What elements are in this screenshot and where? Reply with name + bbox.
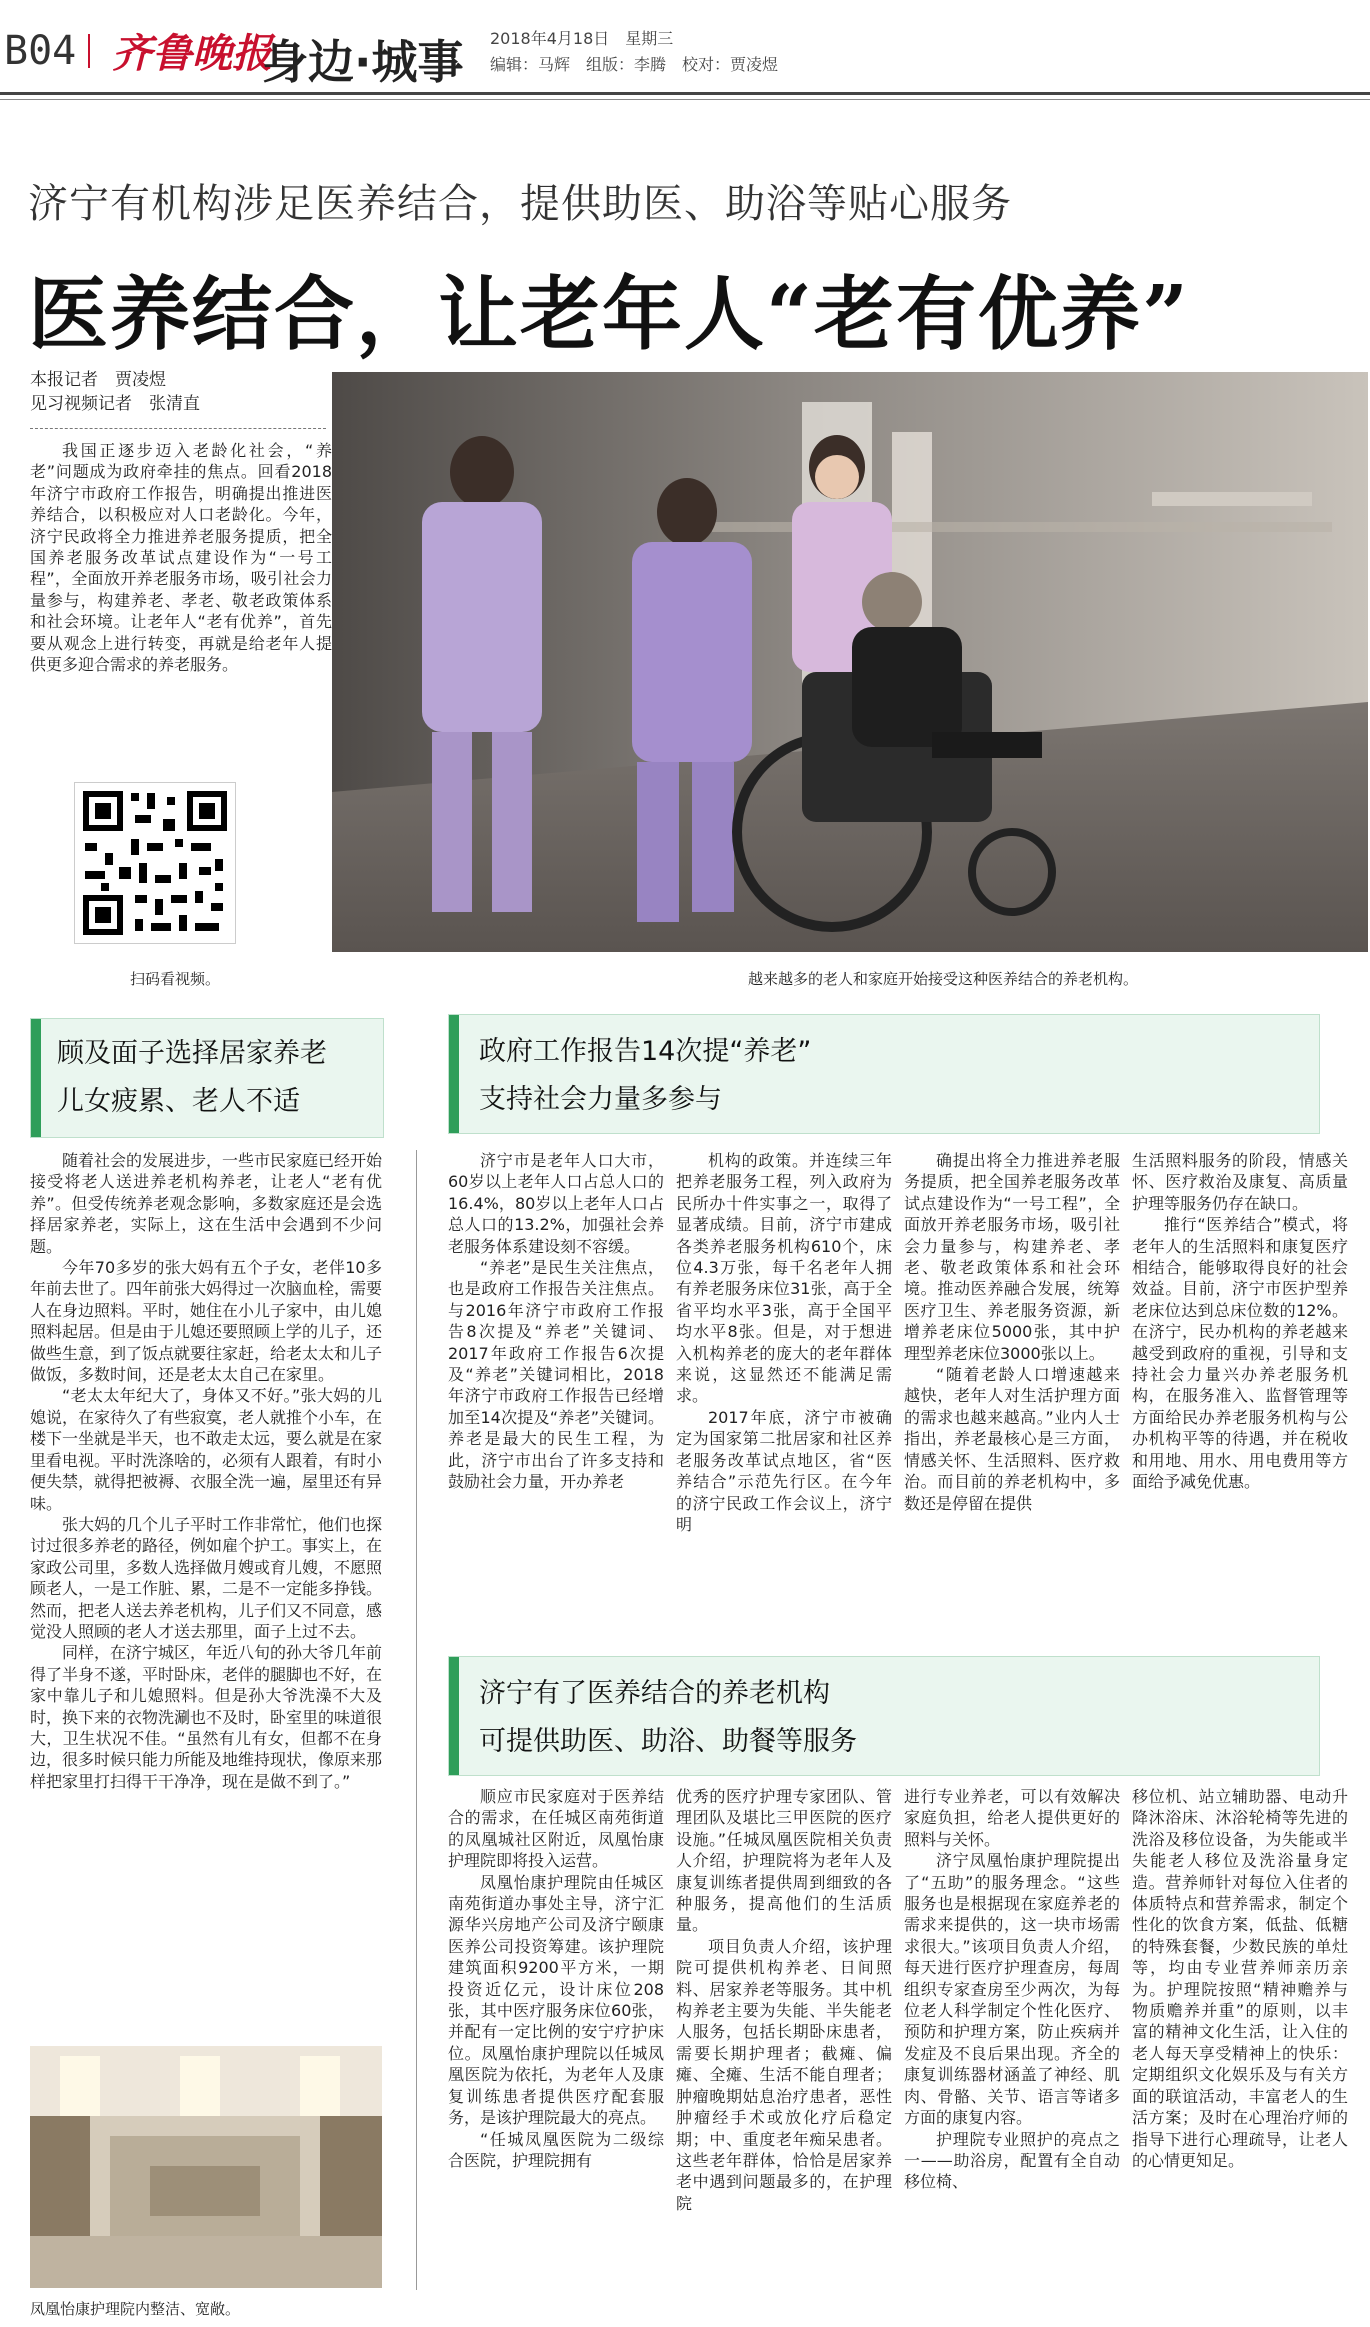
kicker-3-line-2: 可提供助医、助浴、助餐等服务: [479, 1726, 857, 1757]
kicker-1-line-1: 顾及面子选择居家养老: [57, 1038, 327, 1069]
facility-paragraph: 项目负责人介绍，该护理院可提供机构养老、日间照料、居家养老等服务。其中机构养老主要为失能、半失能老人服务，包括长期卧床患者，需要长期护理者；截瘫、偏瘫、全瘫、生活不能自理者；肿瘤晚期姑息治疗患者，恶性肿瘤经手术或放化疗后稳定期；中、重度老年痴呆患者。这些老年群体，恰恰是居家养老中遇到问题最多的，在护理院: [676, 1936, 892, 2213]
facility-paragraph: “任城凤凰医院为二级综合医院，护理院拥有: [448, 2129, 664, 2170]
facility-column-2: [676, 1786, 892, 2316]
facility-paragraph: 移位机、站立辅助器、电动升降沐浴床、沐浴轮椅等先进的洗浴及移位设备，为失能或半失能老人移位及洗浴量身定造。营养师针对每位入住者的体质特点和营养需求，制定个性化的饮食方案，低盐、低糖的特殊套餐，少数民族的单灶等，均由专业营养师亲历亲为。护理院按照“精神赡养与物质赡养并重”的原则，以丰富的精神文化生活，让入住的老人每天享受精神上的快乐：定期组织文化娱乐及与有关方面的联谊活动，丰富老人的生活方案；及时在心理治疗师的指导下进行心理疏导，让老人的心情更知足。: [1132, 1787, 1348, 2170]
gov-paragraph: 生活照料服务的阶段，情感关怀、医疗救治及康复、高质量护理等服务仍存在缺口。: [1132, 1151, 1348, 1213]
kicker-box-3: [448, 1656, 1320, 1776]
kicker-3-line-1: 济宁有了医养结合的养老机构: [479, 1678, 830, 1709]
nursing-home-photo: [30, 2046, 382, 2288]
byline: [30, 368, 200, 416]
main-photo-illustration: [332, 372, 1368, 952]
masthead-rule: [0, 92, 1370, 95]
facility-paragraph: 优秀的医疗护理专家团队、管理团队及堪比三甲医院的医疗设施。”任城凤凰医院相关负责人介绍，护理院将为老年人及康复训练者提供周到细致的各种服务，提高他们的生活质量。: [676, 1787, 892, 1935]
kicker-box-2: [448, 1014, 1320, 1134]
gov-column-3: [904, 1150, 1120, 1646]
facility-column-4: [1132, 1786, 1348, 2316]
masthead-thin-rule: [0, 99, 1370, 100]
left-paragraph: 随着社会的发展进步，一些市民家庭已经开始接受将老人送进养老机构养老，让老人“老有优养”。但受传统养老观念影响，多数家庭还是会选择居家养老，实际上，这在生活中会遇到不少问题。: [30, 1151, 382, 1256]
left-paragraph: 同样，在济宁城区，年近八旬的孙大爷几年前得了半身不遂，平时卧床，老伴的腿脚也不好，在家中靠儿子和儿媳照料。但是孙大爷洗澡不大及时，换下来的衣物洗涮也不及时，卧室里的味道很大，卫生状况不佳。“虽然有儿有女，但都不在身边，很多时候只能力所能及地维持现状，像原来那样把家里打扫得干干净净，现在是做不到了。”: [30, 1643, 382, 1791]
gov-paragraph: 济宁市是老年人口大市，60岁以上老年人口占总人口的16.4%，80岁以上老年人口占总人口的13.2%，加强社会养老服务体系建设刻不容缓。: [448, 1151, 664, 1256]
article-subhead: 济宁有机构涉足医养结合，提供助医、助浴等贴心服务: [28, 181, 1012, 227]
column-divider-left: [416, 1150, 417, 2290]
issue-date: 2018年4月18日 星期三: [490, 29, 674, 48]
facility-paragraph: 护理院专业照护的亮点之一——助浴房，配置有全自动移位椅、: [904, 2129, 1120, 2192]
dateline: [490, 26, 778, 78]
qr-code[interactable]: [74, 782, 236, 944]
kicker-1-line-2: 儿女疲累、老人不适: [57, 1086, 300, 1117]
byline-reporter: 本报记者 贾凌煜: [30, 370, 166, 390]
kicker-2-accent-bar: [449, 1015, 459, 1133]
nursing-home-photo-caption: 凤凰怡康护理院内整洁、宽敞。: [30, 2300, 241, 2318]
left-column: [30, 1150, 382, 2030]
facility-paragraph: 济宁凤凰怡康护理院提出了“五助”的服务理念。“这些服务也是根据现在家庭养老的需求来提供的，这一块市场需求很大。”该项目负责人介绍，每天进行医疗护理查房，每周组织专家查房至少两次，为每位老人科学制定个性化医疗、预防和护理方案，防止疾病并发症及不良后果出现。齐全的康复训练器材涵盖了神经、肌肉、骨骼、关节、语言等诸多方面的康复内容。: [904, 1851, 1120, 2128]
section-title: 身边·城事: [262, 35, 464, 89]
gov-paragraph: 确提出将全力推进养老服务提质，把全国养老服务改革试点建设作为“一号工程”，全面放开养老服务市场，吸引社会力量参与，构建养老、孝老、敬老政策体系和社会环境。推动医养融合发展，统筹医疗卫生、养老服务资源，新增养老床位5000张，其中护理型养老床位3000张以上。: [904, 1151, 1120, 1363]
kicker-box-1: [30, 1018, 384, 1138]
byline-video-reporter: 见习视频记者 张清直: [30, 394, 200, 414]
byline-separator: [30, 428, 326, 429]
gov-paragraph: 机构的政策。并连续三年把养老服务工程，列入政府为民所办十件实事之一，取得了显著成绩。目前，济宁市建成各类养老服务机构610个，床位4.3万张，每千名老年人拥有养老服务床位31张，高于全省平均水平3张，高于全国平均水平8张。但是，对于想进入机构养老的庞大的老年群体来说，这显然还不能满足需求。: [676, 1151, 892, 1406]
facility-column-3: [904, 1786, 1120, 2316]
main-photo-caption: 越来越多的老人和家庭开始接受这种医养结合的养老机构。: [748, 970, 1139, 988]
gov-paragraph: 2017年底，济宁市被确定为国家第二批居家和社区养老服务改革试点地区，省“医养结合”示范先行区。在今年的济宁民政工作会议上，济宁明: [676, 1407, 892, 1534]
editors-credit: 编辑：马辉 组版：李腾 校对：贾凌煜: [490, 55, 779, 74]
left-paragraph: 今年70多岁的张大妈有五个子女，老伴10多年前去世了。四年前张大妈得过一次脑血栓，需要人在身边照料。平时，她住在小儿子家中，由儿媳照料起居。但是由于儿媳还要照顾上学的儿子，还做些生意，到了饭点就要往家赶，给老太太和儿子做饭，多数时间，还是老太太自己在家里。: [30, 1258, 382, 1385]
gov-paragraph: “养老”是民生关注焦点，也是政府工作报告关注焦点。与2016年济宁市政府工作报告8次提及“养老”关键词、2017年政府工作报告6次提及“养老”关键词相比，2018年济宁市政府工作报告已经增加至14次提及“养老”关键词。养老是最大的民生工程，为此，济宁市出台了许多支持和鼓励社会力量，开办养老: [448, 1258, 664, 1492]
masthead-divider: [88, 34, 90, 68]
facility-paragraph: 进行专业养老，可以有效解决家庭负担，给老人提供更好的照料与关怀。: [904, 1787, 1120, 1849]
main-photo: [332, 372, 1368, 952]
left-paragraph: 张大妈的几个儿子平时工作非常忙，他们也探讨过很多养老的路径，例如雇个护工。事实上，在家政公司里，多数人选择做月嫂或育儿嫂，不愿照顾老人，一是工作脏、累，二是不一定能多挣钱。然而，把老人送去养老机构，儿子们又不同意，感觉没人照顾的老人才送去那里，面子上过不去。: [30, 1514, 382, 1641]
left-paragraph: “老太太年纪大了，身体又不好。”张大妈的儿媳说，在家待久了有些寂寞，老人就推个小车，在楼下一坐就是半天，也不敢走太远，要么就是在家里看电视。平时洗涤啥的，必须有人跟着，有时小便失禁，就得把被褥、衣服全洗一遍，屋里还有异味。: [30, 1386, 382, 1513]
kicker-2-line-1: 政府工作报告14次提“养老”: [479, 1036, 812, 1067]
facility-paragraph: 凤凰怡康护理院由任城区南苑街道办事处主导，济宁汇源华兴房地产公司及济宁颐康医养公司投资筹建。该护理院建筑面积9200平方米，一期投资近亿元，设计床位208张，其中医疗服务床位60张，并配有一定比例的安宁疗护床位。凤凰怡康护理院以任城凤凰医院为依托，为老年人及康复训练患者提供医疗配套服务，是该护理院最大的亮点。: [448, 1872, 664, 2128]
newspaper-brand-logo: 齐鲁晚报: [112, 30, 272, 77]
page-code: B04: [4, 28, 77, 74]
gov-paragraph: 推行“医养结合”模式，将老年人的生活照料和康复医疗相结合，能够取得良好的社会效益。目前，济宁市医护型养老床位达到总床位数的12%。在济宁，民办机构的养老越来越受到政府的重视，引导和支持社会力量兴办养老服务机构，在服务准入、监督管理等方面给民办养老服务机构与公办机构平等的待遇，并在税收和用地、用水、用电费用等方面给予减免优惠。: [1132, 1215, 1348, 1492]
kicker-2-line-2: 支持社会力量多参与: [479, 1084, 722, 1115]
kicker-1-accent-bar: [31, 1019, 41, 1137]
gov-paragraph: “随着老龄人口增速越来越快，老年人对生活护理方面的需求也越来越高。”业内人士指出，养老最核心是三方面，情感关怀、生活照料、医疗救治。而目前的养老机构中，多数还是停留在提供: [904, 1365, 1120, 1513]
qr-caption: 扫码看视频。: [130, 970, 221, 988]
gov-column-2: [676, 1150, 892, 1646]
article-lede: 我国正逐步迈入老龄化社会，“养老”问题成为政府牵挂的焦点。回看2018年济宁市政府工作报告，明确提出推进医养结合，以积极应对人口老龄化。今年，济宁民政将全力推进养老服务提质，把全国养老服务改革试点建设作为“一号工程”，全面放开养老服务市场，吸引社会力量参与，构建养老、孝老、敬老政策体系和社会环境。让老年人“老有优养”，首先要从观念上进行转变，再就是给老年人提供更多迎合需求的养老服务。: [30, 441, 332, 675]
nursing-home-photo-illustration: [30, 2046, 382, 2288]
article-headline: 医养结合，让老年人“老有优养”: [28, 267, 1191, 361]
facility-column-1: [448, 1786, 664, 2316]
qr-code-graphic: [75, 783, 235, 943]
facility-paragraph: 顺应市民家庭对于医养结合的需求，在任城区南苑街道的凤凰城社区附近，凤凰怡康护理院即将投入运营。: [448, 1787, 664, 1871]
gov-column-4: [1132, 1150, 1348, 1646]
gov-column-1: [448, 1150, 664, 1646]
kicker-3-accent-bar: [449, 1657, 459, 1775]
